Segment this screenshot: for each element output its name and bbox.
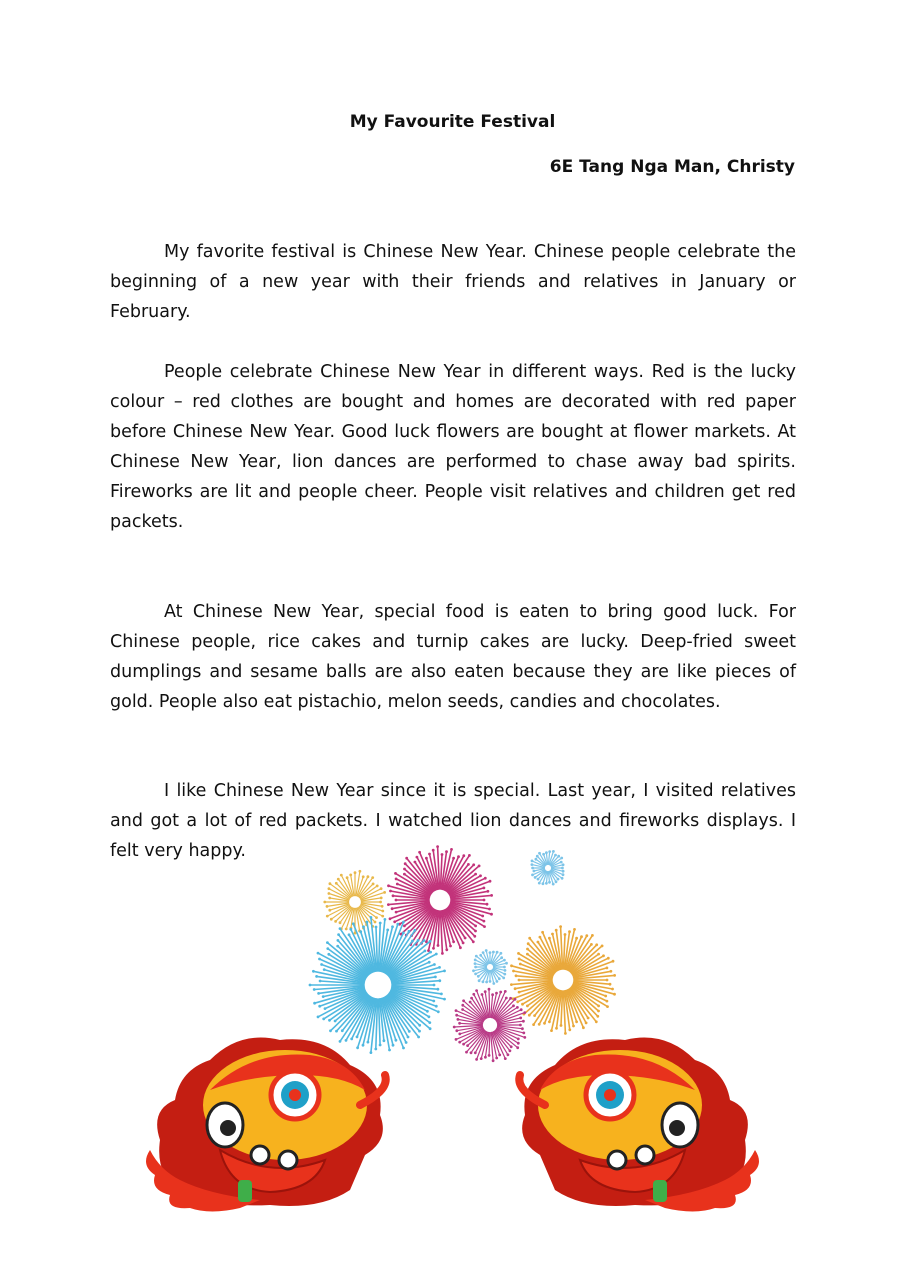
fireworks-group xyxy=(309,845,616,1062)
page-title: My Favourite Festival xyxy=(349,112,556,132)
lion-dance-left-icon xyxy=(146,1038,386,1212)
firework-burst-icon xyxy=(472,949,508,985)
firework-burst-icon xyxy=(323,870,386,935)
paragraph-4: I like Chinese New Year since it is special. Last year, I visited relatives and got a lot of red packets. I watched lion dances and fireworks displays. I felt very happy. xyxy=(110,781,796,861)
firework-burst-icon xyxy=(453,988,526,1062)
firework-burst-icon xyxy=(531,850,565,885)
author-line: 6E Tang Nga Man, Christy xyxy=(549,157,795,177)
firework-burst-icon xyxy=(510,925,616,1035)
paragraph-3: At Chinese New Year, special food is eaten to bring good luck. For Chinese people, rice cakes and turnip cakes are lucky. Deep-fried sweet dumplings and sesame balls are also eaten because they are like pieces of gold. People also eat pistachio, melon seeds, candies and chocolates. xyxy=(110,602,796,712)
firework-burst-icon xyxy=(309,916,446,1054)
lion-dance-right-icon xyxy=(519,1038,759,1212)
paragraph-1: My favorite festival is Chinese New Year. Chinese people celebrate the beginning of a new year with their friends and relatives in January or February. xyxy=(110,242,796,322)
firework-burst-icon xyxy=(387,845,493,955)
paragraph-2: People celebrate Chinese New Year in different ways. Red is the lucky colour – red clothes are bought and homes are decorated with red paper before Chinese New Year. Good luck flowers are bought at flower markets. At Chinese New Year, lion dances are performed to chase away bad spirits. Fireworks are lit and people cheer. People visit relatives and children get red packets. xyxy=(110,362,796,532)
